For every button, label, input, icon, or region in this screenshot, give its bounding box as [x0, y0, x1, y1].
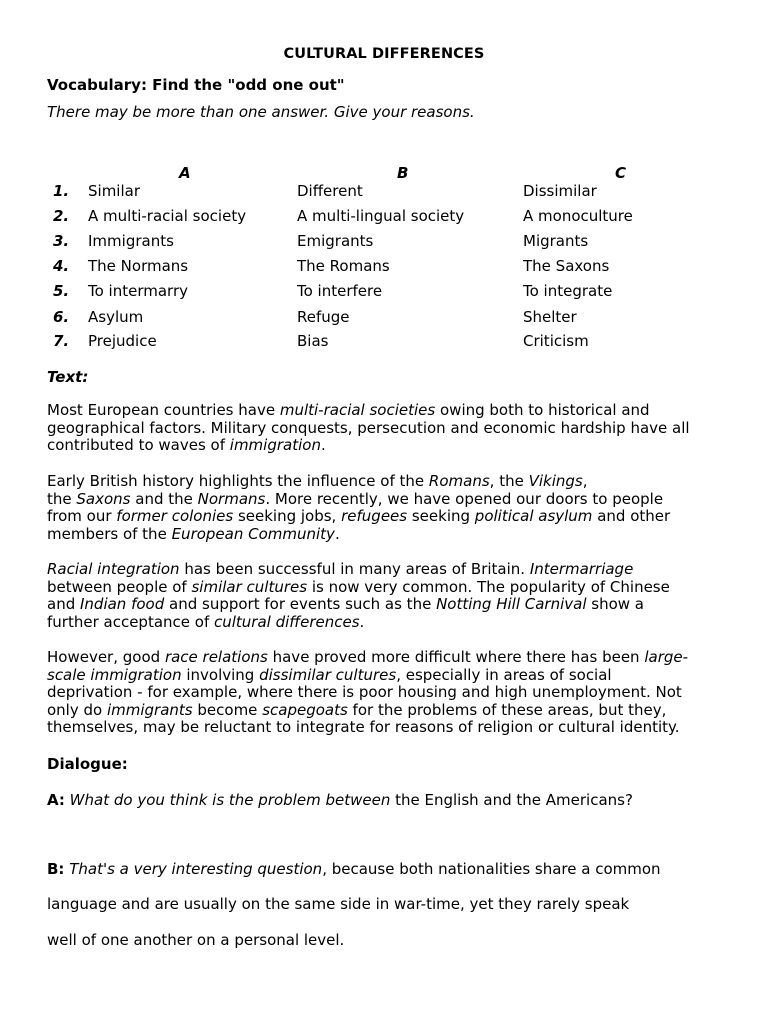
paragraph-line: [47, 508, 719, 526]
word-c: To integrate: [523, 282, 613, 300]
speaker-b-answer: That's a very interesting question: [69, 860, 323, 878]
speaker-a-question: What do you think is the problem between: [69, 791, 391, 809]
vocabulary-heading: Vocabulary: Find the "odd one out": [47, 76, 345, 94]
text-run: .: [359, 612, 365, 631]
text-run: from our: [47, 507, 117, 526]
italic-term: refugees: [341, 507, 408, 526]
italic-term: Indian food: [80, 595, 165, 614]
column-header-c: C: [615, 164, 627, 182]
vocabulary-row: [0, 257, 768, 282]
word-c: Migrants: [523, 232, 589, 250]
text-run: members of the: [47, 524, 172, 543]
italic-term: Notting Hill Carnival: [436, 595, 587, 614]
text-heading: Text:: [47, 368, 89, 386]
paragraph-line: [47, 596, 719, 614]
text-run: , especially in areas of social: [396, 665, 612, 684]
italic-term: Intermarriage: [529, 560, 634, 578]
vocabulary-row: [0, 182, 768, 207]
speaker-b-label: B:: [47, 860, 65, 878]
italic-term: cultural differences: [214, 612, 360, 631]
paragraph-line: [47, 420, 719, 438]
paragraph-line: [47, 579, 719, 597]
word-c: Dissimilar: [523, 182, 597, 200]
word-c: Shelter: [523, 308, 577, 326]
text-paragraph: [47, 473, 719, 543]
paragraph-line: [47, 561, 719, 579]
text-run: themselves, may be reluctant to integrate for reasons of religion or cultural identity.: [47, 718, 680, 737]
word-a: Similar: [88, 182, 140, 200]
italic-term: dissimilar cultures: [259, 665, 397, 684]
word-a: Immigrants: [88, 232, 174, 250]
text-run: involving: [181, 665, 260, 684]
italic-term: Vikings: [528, 472, 583, 490]
vocabulary-row: [0, 207, 768, 232]
paragraph-line: [47, 402, 719, 420]
text-run: has been successful in many areas of Britain.: [179, 560, 530, 578]
paragraph-line: [47, 719, 719, 737]
italic-term: large-: [644, 648, 689, 666]
dialogue-line-b3: well of one another on a personal level.: [47, 931, 345, 949]
text-run: and: [47, 595, 80, 614]
word-b: Different: [297, 182, 363, 200]
italic-term: Racial integration: [47, 560, 180, 578]
italic-term: scapegoats: [262, 700, 348, 719]
italic-term: immigration: [229, 436, 321, 455]
text-paragraph: [47, 649, 719, 737]
italic-term: race relations: [164, 648, 268, 666]
word-a: Prejudice: [88, 332, 157, 350]
row-number: 3.: [53, 232, 70, 250]
word-c: Criticism: [523, 332, 589, 350]
word-b: The Romans: [297, 257, 390, 275]
word-c: A monoculture: [523, 207, 633, 225]
text-run: and other: [592, 507, 671, 526]
text-run: ,: [582, 472, 588, 490]
italic-term: Romans: [428, 472, 490, 490]
text-paragraph: [47, 561, 719, 631]
text-run: only do: [47, 700, 107, 719]
text-run: further acceptance of: [47, 612, 214, 631]
paragraph-line: [47, 684, 719, 702]
text-run: show a: [586, 595, 644, 614]
italic-term: former colonies: [116, 507, 234, 526]
text-run: become: [192, 700, 263, 719]
italic-term: Normans: [197, 489, 266, 508]
text-paragraph: [47, 402, 719, 455]
row-number: 6.: [53, 308, 70, 326]
paragraph-line: [47, 491, 719, 509]
word-a: Asylum: [88, 308, 144, 326]
vocabulary-row: [0, 232, 768, 257]
text-run: However, good: [47, 648, 165, 666]
speaker-a-label: A:: [47, 791, 65, 809]
text-run: the: [47, 489, 77, 508]
page-title: CULTURAL DIFFERENCES: [283, 46, 485, 62]
italic-term: political asylum: [474, 507, 593, 526]
text-run: Early British history highlights the influence of the: [47, 472, 429, 490]
text-run: between people of: [47, 577, 192, 596]
paragraph-line: [47, 614, 719, 632]
word-a: The Normans: [88, 257, 189, 275]
text-run: .: [320, 436, 326, 455]
row-number: 5.: [53, 282, 70, 300]
dialogue-line-b2: language and are usually on the same side in war-time, yet they rarely speak: [47, 895, 630, 913]
column-header-a: A: [179, 164, 191, 182]
dialogue-line-a: [47, 791, 633, 809]
italic-term: similar cultures: [191, 577, 308, 596]
word-a: A multi-racial society: [88, 207, 247, 225]
word-c: The Saxons: [523, 257, 610, 275]
text-run: .: [334, 524, 340, 543]
text-run: have proved more difficult where there has been: [267, 648, 645, 666]
paragraph-line: [47, 667, 719, 685]
paragraph-line: [47, 437, 719, 455]
text-run: and the: [130, 489, 198, 508]
italic-term: Saxons: [76, 489, 131, 508]
paragraph-line: [47, 702, 719, 720]
text-run: seeking: [407, 507, 475, 526]
text-run: geographical factors. Military conquests, persecution and economic hardship have all: [47, 418, 690, 437]
text-run: , the: [489, 472, 529, 490]
text-run: seeking jobs,: [233, 507, 342, 526]
speaker-b-answer-rest: , because both nationalities share a common: [322, 860, 661, 878]
text-run: contributed to waves of: [47, 436, 230, 455]
dialogue-line-b: [47, 860, 661, 878]
text-run: is now very common. The popularity of Chinese: [307, 577, 670, 596]
italic-term: multi-racial societies: [279, 401, 436, 419]
italic-term: European Community: [171, 524, 335, 543]
italic-term: immigrants: [106, 700, 193, 719]
text-run: for the problems of these areas, but they,: [347, 700, 667, 719]
text-run: owing both to historical and: [435, 401, 650, 419]
column-header-b: B: [397, 164, 409, 182]
vocabulary-row: [0, 308, 768, 333]
word-b: To interfere: [297, 282, 383, 300]
italic-term: scale immigration: [47, 665, 182, 684]
dialogue-heading: Dialogue:: [47, 755, 128, 773]
text-run: . More recently, we have opened our doors to people: [265, 489, 664, 508]
row-number: 4.: [53, 257, 70, 275]
row-number: 2.: [53, 207, 70, 225]
paragraph-line: [47, 473, 719, 491]
word-b: Refuge: [297, 308, 350, 326]
text-run: deprivation - for example, where there is poor housing and high unemployment. Not: [47, 683, 682, 702]
word-b: Bias: [297, 332, 329, 350]
row-number: 1.: [53, 182, 70, 200]
speaker-a-question-rest: the English and the Americans?: [390, 791, 633, 809]
word-b: A multi-lingual society: [297, 207, 465, 225]
paragraph-line: [47, 526, 719, 544]
word-b: Emigrants: [297, 232, 374, 250]
vocabulary-row: [0, 282, 768, 307]
text-run: and support for events such as the: [164, 595, 437, 614]
text-run: Most European countries have: [47, 401, 280, 419]
row-number: 7.: [53, 332, 70, 350]
vocabulary-instructions: There may be more than one answer. Give your reasons.: [47, 103, 475, 121]
paragraph-line: [47, 649, 719, 667]
word-a: To intermarry: [88, 282, 188, 300]
vocabulary-row: [0, 332, 768, 357]
